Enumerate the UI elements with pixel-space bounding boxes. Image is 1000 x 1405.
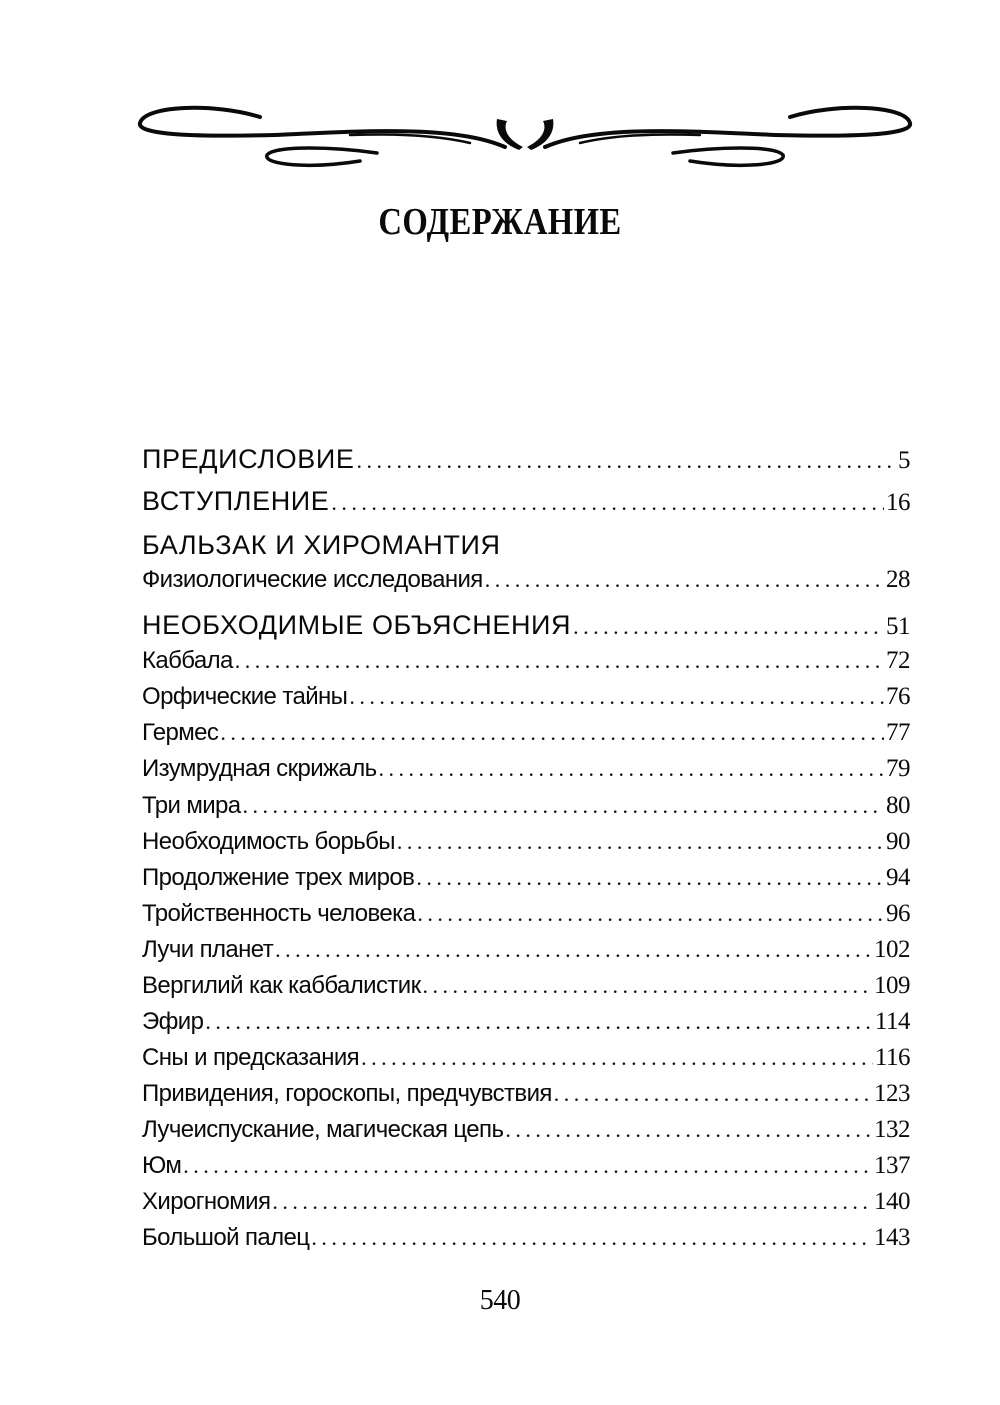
dot-leader <box>505 1117 872 1143</box>
dot-leader <box>422 973 872 999</box>
toc-entry <box>142 1008 910 1036</box>
dot-leader <box>220 720 884 746</box>
toc-section <box>142 444 910 475</box>
toc-entry <box>142 864 910 892</box>
toc-entry-page: 51 <box>886 613 910 640</box>
toc-entry-page: 143 <box>874 1224 910 1251</box>
toc-entry-title: БАЛЬЗАК И ХИРОМАНТИЯ <box>142 530 501 560</box>
dot-leader <box>235 648 884 674</box>
toc-entry <box>142 1116 910 1144</box>
toc-entry-page: 72 <box>886 647 910 674</box>
toc-entry-title: Вергилий как каббалистик <box>142 972 421 999</box>
toc-entry-title: Большой палец <box>142 1224 310 1251</box>
dot-leader <box>573 614 884 640</box>
toc-entry <box>142 972 910 1000</box>
dot-leader <box>416 865 884 891</box>
dot-leader <box>554 1081 872 1107</box>
toc-entry-page: 79 <box>886 755 910 782</box>
dot-leader <box>397 829 884 855</box>
toc-entry <box>142 719 910 747</box>
toc-entry <box>142 936 910 964</box>
toc-entry-page: 96 <box>886 900 910 927</box>
toc-section <box>142 486 910 517</box>
toc-entry-page: 116 <box>874 1044 910 1071</box>
dot-leader <box>243 793 884 819</box>
dot-leader <box>485 567 884 593</box>
toc-entry <box>142 1224 910 1252</box>
toc-entry-page: 77 <box>886 719 910 746</box>
page-title: СОДЕРЖАНИЕ <box>378 201 622 243</box>
toc-entry-page: 16 <box>886 489 910 516</box>
toc-entry-page: 76 <box>886 683 910 710</box>
toc-entry-page: 102 <box>874 936 910 963</box>
toc-entry <box>142 828 910 856</box>
toc-entry-title: Эфир <box>142 1008 204 1035</box>
toc-entry-page: 123 <box>874 1080 910 1107</box>
toc-entry-page: 109 <box>874 972 910 999</box>
toc-entry <box>142 755 910 783</box>
toc-entry <box>142 647 910 675</box>
dot-leader <box>379 756 884 782</box>
dot-leader <box>275 937 872 963</box>
dot-leader <box>356 448 896 474</box>
toc-entry <box>142 566 910 594</box>
toc-entry-title: Хирогномия <box>142 1188 271 1215</box>
toc-entry-title: Сны и предсказания <box>142 1044 360 1071</box>
toc-entry-page: 5 <box>898 447 910 474</box>
toc-entry-title: Юм <box>142 1152 182 1179</box>
toc-entry-page: 94 <box>886 864 910 891</box>
toc-entry-page: 80 <box>886 792 910 819</box>
dot-leader <box>349 684 884 710</box>
toc-entry <box>142 900 910 928</box>
toc-section <box>142 530 910 561</box>
dot-leader <box>205 1009 873 1035</box>
page-number: 540 <box>479 1285 521 1316</box>
flourish-divider-icon <box>135 95 915 175</box>
toc-entry-title: Тройственность человека <box>142 900 416 927</box>
toc-entry-title: Орфические тайны <box>142 683 348 710</box>
dot-leader <box>361 1045 873 1071</box>
toc-entry <box>142 683 910 711</box>
dot-leader <box>272 1189 872 1215</box>
toc-entry-title: Лучи планет <box>142 936 274 963</box>
toc-entry-page: 28 <box>886 566 910 593</box>
toc-section <box>142 610 910 641</box>
toc-entry-title: ВСТУПЛЕНИЕ <box>142 486 330 516</box>
toc-entry-title: Каббала <box>142 647 233 674</box>
toc-entry-page: 137 <box>874 1152 910 1179</box>
toc-entry-page: 132 <box>874 1116 910 1143</box>
toc-entry <box>142 792 910 820</box>
toc-entry-page: 140 <box>874 1188 910 1215</box>
toc-entry-title: ПРЕДИСЛОВИЕ <box>142 444 355 474</box>
toc-entry-title: Лучеиспускание, магическая цепь <box>142 1116 504 1143</box>
toc-entry-title: Изумрудная скрижаль <box>142 755 377 782</box>
toc-entry <box>142 1188 910 1216</box>
toc-entry-title: Продолжение трех миров <box>142 864 415 891</box>
toc-entry-page: 90 <box>886 828 910 855</box>
toc-entry-title: Привидения, гороскопы, предчувствия <box>142 1080 552 1107</box>
toc-entry <box>142 1080 910 1108</box>
dot-leader <box>311 1225 872 1251</box>
toc-entry-page: 114 <box>874 1008 910 1035</box>
toc-entry-title: НЕОБХОДИМЫЕ ОБЪЯСНЕНИЯ <box>142 610 572 640</box>
toc-entry <box>142 1152 910 1180</box>
dot-leader <box>331 490 884 516</box>
dot-leader <box>183 1153 872 1179</box>
toc-entry-title: Необходимость борьбы <box>142 828 395 855</box>
toc-entry-title: Гермес <box>142 719 219 746</box>
toc-entry <box>142 1044 910 1072</box>
dot-leader <box>417 901 884 927</box>
toc-entry-title: Физиологические исследования <box>142 566 483 593</box>
toc-entry-title: Три мира <box>142 792 241 819</box>
